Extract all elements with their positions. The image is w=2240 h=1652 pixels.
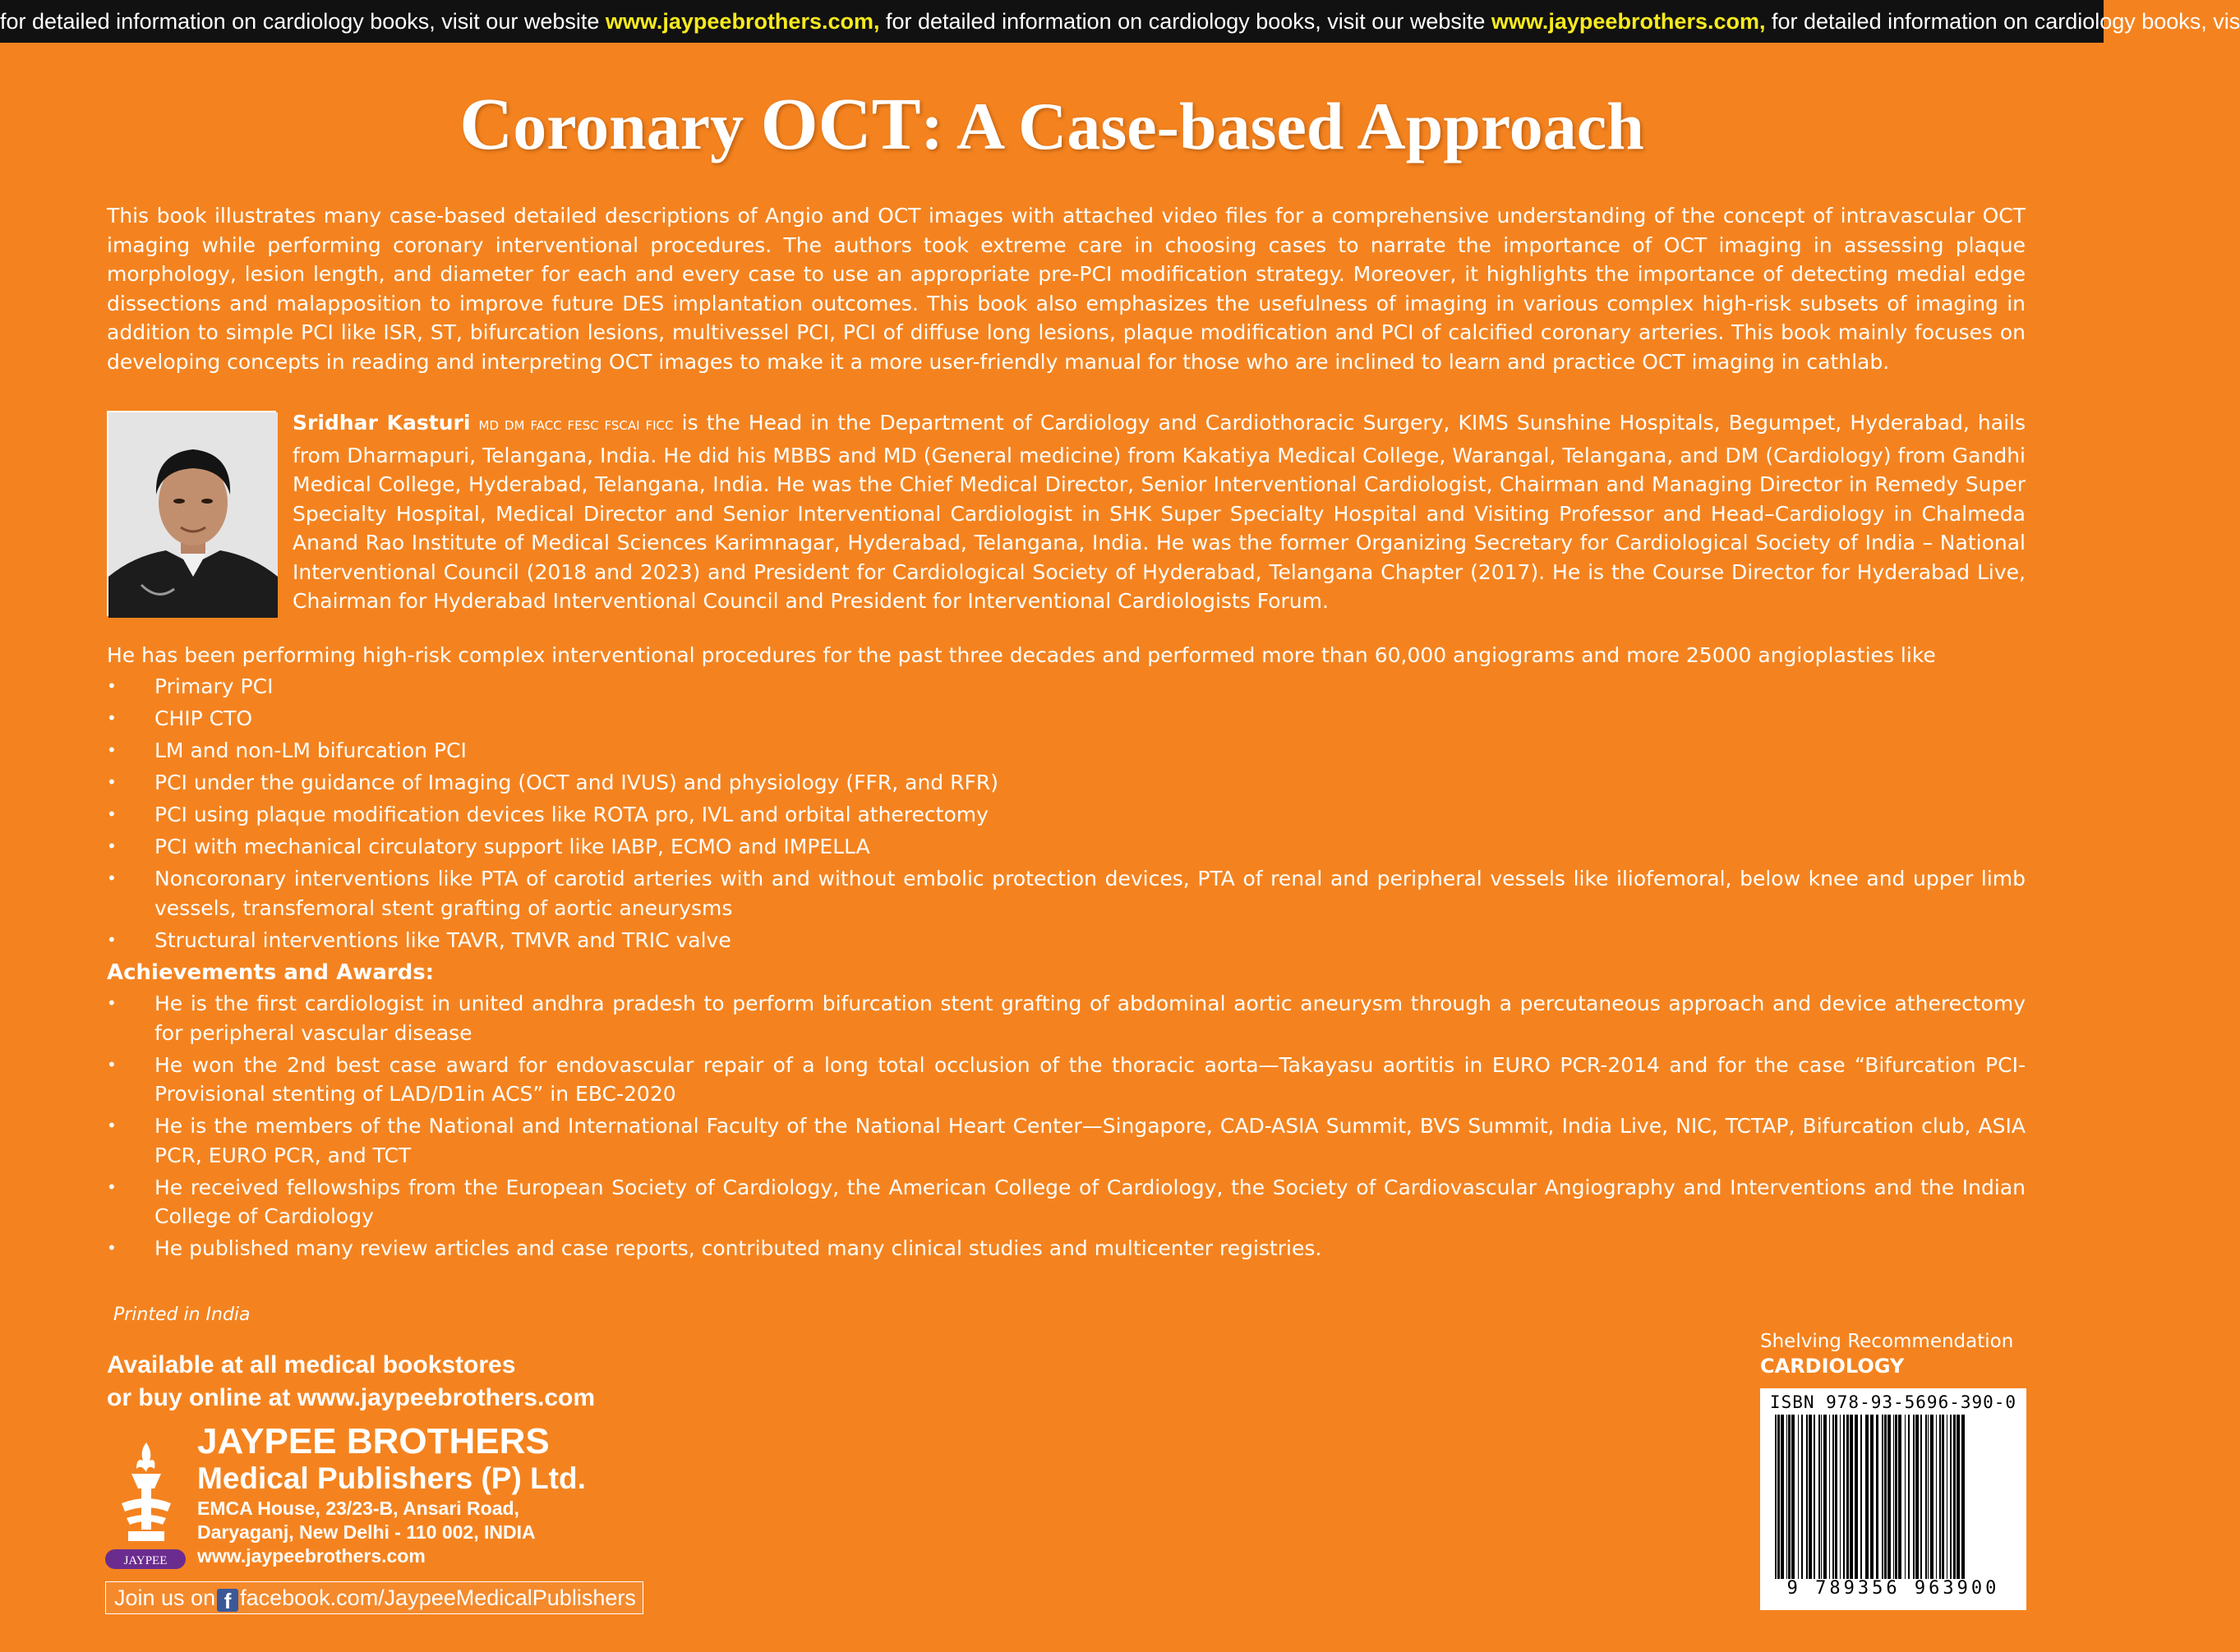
facebook-handle: facebook.com/JaypeeMedicalPublishers: [240, 1585, 636, 1610]
list-item: • He won the 2nd best case award for endovascular repair of a long total occlusion of the thoracic aorta—Takayasu aortitis in EURO PCR-2014 and for the case “Bifurcation PCI-Provisional stenting of LAD/D1in ACS” in EBC-2020: [107, 1051, 2026, 1109]
publisher-logo: [105, 1439, 186, 1571]
publisher-subname: Medical Publishers (P) Ltd.: [197, 1461, 586, 1495]
barcode-bar: [1915, 1415, 1919, 1579]
barcode-bar: [1843, 1415, 1845, 1579]
banner-segment: for detailed information on cardiology books, visit our website www.jaypeebrothers.com,: [0, 9, 880, 34]
barcode-bar: [1961, 1415, 1965, 1579]
publisher-address-line: Daryaganj, New Delhi - 110 002, INDIA: [197, 1521, 536, 1543]
barcode-bars: [1770, 1415, 2016, 1579]
isbn-text: ISBN 978-93-5696-390-0: [1769, 1392, 2017, 1412]
barcode-bar: [1957, 1415, 1960, 1579]
publisher-address-line: EMCA House, 23/23-B, Ansari Road,: [197, 1498, 519, 1519]
procedures-intro: He has been performing high-risk complex interventional procedures for the past three decades and performed more than 60,000 angiograms and more 25000 angioplasties like: [107, 643, 1936, 667]
barcode-bar: [1876, 1415, 1878, 1579]
isbn-barcode: [1760, 1388, 2026, 1610]
shelving-recommendation: Shelving Recommendation CARDIOLOGY: [1760, 1331, 2014, 1378]
barcode-bar: [1865, 1415, 1869, 1579]
barcode-bar: [1908, 1415, 1910, 1579]
barcode-bar: [1829, 1415, 1830, 1579]
barcode-bar: [1791, 1415, 1795, 1579]
achievements-heading: Achievements and Awards:: [107, 960, 435, 985]
website-link[interactable]: www.jaypeebrothers.com,: [1491, 9, 1766, 34]
barcode-bar: [1942, 1415, 1944, 1579]
book-title: Coronary OCT: A Case-based Approach: [459, 84, 1644, 165]
barcode-bar: [1850, 1415, 1853, 1579]
barcode-bar: [1818, 1415, 1820, 1579]
list-item: • PCI with mechanical circulatory support like IABP, ECMO and IMPELLA: [107, 832, 2026, 862]
barcode-bar: [1939, 1415, 1941, 1579]
barcode-bar: [1798, 1415, 1799, 1579]
barcode-bar: [1860, 1415, 1862, 1579]
list-item: • Noncoronary interventions like PTA of carotid arteries with and without embolic protection devices, PTA of renal and peripheral vessels like iliofemoral, below knee and upper limb vessels, transfemoral stent grafting of aortic aneurysms: [107, 864, 2026, 923]
facebook-link[interactable]: Join us on f facebook.com/JaypeeMedicalPublishers: [105, 1581, 643, 1614]
list-item: • CHIP CTO: [107, 704, 2026, 734]
barcode-bar: [1950, 1415, 1952, 1579]
banner-segment: for detailed information on cardiology books, visit our website www.jaypeebrothers.com,: [879, 9, 1766, 34]
barcode-bar: [1835, 1415, 1837, 1579]
facebook-icon: f: [217, 1589, 238, 1612]
printed-in-note: Printed in India: [113, 1305, 251, 1325]
buy-online-link[interactable]: or buy online at www.jaypeebrothers.com: [107, 1384, 596, 1411]
barcode-bar: [1821, 1415, 1822, 1579]
barcode-bar: [1823, 1415, 1827, 1579]
list-item: • He is the first cardiologist in united andhra pradesh to perform bifurcation stent grafting of abdominal aortic aneurysm through a percutaneous approach and device atherectomy for peripheral vascular disease: [107, 989, 2026, 1047]
barcode-bar: [1788, 1415, 1791, 1579]
barcode-bar: [1898, 1415, 1901, 1579]
barcode-bar: [1806, 1415, 1808, 1579]
barcode-bar: [1870, 1415, 1874, 1579]
list-item: • PCI under the guidance of Imaging (OCT and IVUS) and physiology (FFR, and RFR): [107, 768, 2026, 798]
barcode-bar: [1882, 1415, 1883, 1579]
availability-note: Available at all medical bookstores or buy online at www.jaypeebrothers.com: [107, 1349, 595, 1415]
barcode-bar: [1832, 1415, 1834, 1579]
barcode-bar: [1905, 1415, 1906, 1579]
barcode-bar: [1809, 1415, 1812, 1579]
banner-segment: for detailed information on cardiology books, vis: [1765, 9, 2240, 34]
achievements-list: [107, 989, 2026, 1266]
author-photo: [107, 411, 276, 616]
barcode-bar: [1786, 1415, 1787, 1579]
barcode-bar: [1814, 1415, 1815, 1579]
top-banner-text: [0, 0, 2240, 43]
author-portrait-image: [108, 412, 278, 618]
barcode-bar: [1855, 1415, 1858, 1579]
author-credentials: MD DM FACC FESC FSCAI FICC: [478, 418, 674, 433]
author-bio-text: is the Head in the Department of Cardiology and Cardiothoracic Surgery, KIMS Sunshine Hospitals, Begumpet, Hyderabad, hails from Dharmapuri, Telangana, India. He did his MBBS and MD (General medicine) from Kakatiya Medical College, Warangal, Telangana, and DM (Cardiology) from Gandhi Medical College, Hyderabad, Telangana, India. He was the Chief Medical Director, Senior Interventional Cardiologist, Chairman and Managing Director in Remedy Super Specialty Hospital, Medical Director and Senior Interventional Cardiologist in SHK Super Specialty Hospital and Visiting Professor and Head–Cardiology in Chalmeda Anand Rao Institute of Medical Sciences Karimnagar, Hyderabad, Telangana, India. He was the former Organizing Secretary for Cardiological Society of India – National Interventional Council (2018 and 2023) and President for Cardiological Society of Hyderabad, Telangana Chapter (2017). He is the Course Director for Hyderabad Live, Chairman for Hyderabad Interventional Council and President for Interventional Cardiologists Forum.: [293, 411, 2026, 613]
publisher-website[interactable]: www.jaypeebrothers.com: [197, 1545, 426, 1567]
author-name: Sridhar Kasturi: [293, 411, 471, 435]
list-item: • LM and non-LM bifurcation PCI: [107, 736, 2026, 766]
barcode-bar: [1893, 1415, 1894, 1579]
list-item: • Structural interventions like TAVR, TMVR and TRIC valve: [107, 926, 2026, 955]
torch-logo-icon: [105, 1439, 186, 1571]
barcode-bar: [1775, 1415, 1777, 1579]
barcode-bar: [1801, 1415, 1803, 1579]
barcode-bar: [1913, 1415, 1915, 1579]
list-item: • He received fellowships from the European Society of Cardiology, the American College of Cardiology, the Society of Cardiovascular Angiography and Interventions and the Indian College of Cardiology: [107, 1173, 2026, 1231]
list-item: • PCI using plaque modification devices like ROTA pro, IVL and orbital atherectomy: [107, 800, 2026, 830]
barcode-bar: [1895, 1415, 1897, 1579]
barcode-bar: [1840, 1415, 1841, 1579]
barcode-bar: [1781, 1415, 1784, 1579]
barcode-bar: [1777, 1415, 1780, 1579]
top-banner: [0, 0, 2240, 43]
website-link[interactable]: www.jaypeebrothers.com,: [605, 9, 880, 34]
list-item: • He published many review articles and case reports, contributed many clinical studies and multicenter registries.: [107, 1234, 2026, 1263]
barcode-bar: [1936, 1415, 1937, 1579]
procedures-list: [107, 672, 2026, 958]
barcode-bar: [1920, 1415, 1922, 1579]
barcode-bar: [1887, 1415, 1891, 1579]
barcode-bar: [1953, 1415, 1956, 1579]
logo-label: JAYPEE: [123, 1554, 168, 1567]
barcode-bar: [1925, 1415, 1927, 1579]
barcode-bar: [1928, 1415, 1929, 1579]
barcode-bar: [1884, 1415, 1887, 1579]
publisher-name: JAYPEE BROTHERS: [197, 1421, 550, 1461]
book-description: This book illustrates many case-based detailed descriptions of Angio and OCT images with attached video files for a comprehensive understanding of the concept of intravascular OCT imaging while performing coronary interventional procedures. The authors took extreme care in choosing cases to narrate the importance of OCT imaging in assessing plaque morphology, lesion length, and diameter for each and every case to use an appropriate pre-PCI modification strategy. Moreover, it highlights the importance of detecting medial edge dissections and malapposition to improve future DES implantation outcomes. This book also emphasizes the usefulness of imaging in various complex high-risk subsets of imaging in addition to simple PCI like ISR, ST, bifurcation lesions, multivessel PCI, PCI of diffuse long lesions, plaque modification and PCI of calcified coronary arteries. This book mainly focuses on developing concepts in reading and interpreting OCT images to make it a more user-friendly manual for those who are inclined to learn and practice OCT imaging in cathlab.: [107, 204, 2026, 374]
barcode-bar: [1930, 1415, 1933, 1579]
barcode-digits: 9 789356 963900: [1786, 1578, 2000, 1599]
shelving-category: CARDIOLOGY: [1760, 1355, 1905, 1378]
list-item: • Primary PCI: [107, 672, 2026, 702]
author-biography: [293, 408, 2026, 616]
publisher-info: [197, 1423, 586, 1568]
list-item: • He is the members of the National and International Faculty of the National Heart Center—Singapore, CAD-ASIA Summit, BVS Summit, India Live, NIC, TCTAP, Bifurcation club, ASIA PCR, EURO PCR, and TCT: [107, 1111, 2026, 1170]
barcode-bar: [1846, 1415, 1849, 1579]
